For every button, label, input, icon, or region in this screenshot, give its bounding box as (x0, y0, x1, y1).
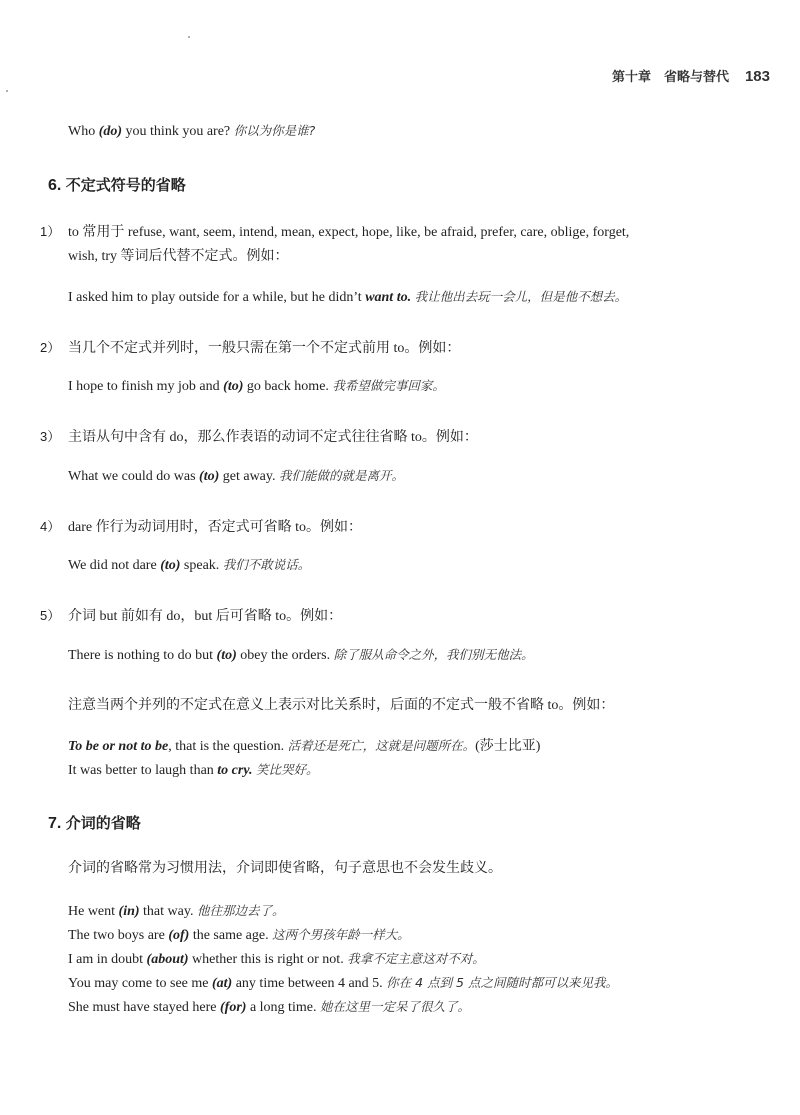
rule-item-1: 1） to 常用于 refuse, want, seem, intend, mean, expect, hope, like, be afraid, prefer, care, oblige, forget, (40, 224, 630, 240)
note-paragraph: 注意当两个并列的不定式在意义上表示对比关系时，后面的不定式一般不省略 to。例如： (68, 698, 615, 713)
rule-item-3: 3） 主语从句中含有 do，那么作表语的动词不定式往往省略 to。例如： (40, 429, 478, 445)
rule-item-2: 2） 当几个不定式并列时，一般只需在第一个不定式前用 to。例如： (40, 340, 461, 356)
page-number: 183 (744, 68, 770, 85)
scan-speck (188, 36, 190, 38)
rule-item-5: 5） 介词 but 前如有 do，but 后可省略 to。例如： (40, 608, 343, 624)
example-4: We did not dare (to) speak. 我们不敢说话。 (68, 557, 311, 573)
running-header (612, 66, 770, 85)
note-example-1: To be or not to be, that is the question. 活着还是死亡，这就是问题所在。(莎士比亚) (68, 738, 541, 754)
chapter-title: 第十章 省略与替代 (611, 69, 729, 84)
prep-example-3: I am in doubt (about) whether this is right or not. 我拿不定主意这对不对。 (68, 951, 485, 967)
section-7-intro: 介词的省略常为习惯用法，介词即使省略，句子意思也不会发生歧义。 (68, 861, 502, 876)
example-1: I asked him to play outside for a while, but he didn’t want to. 我让他出去玩一会儿，但是他不想去。 (68, 289, 628, 305)
prep-example-5: She must have stayed here (for) a long time. 她在这里一定呆了很久了。 (68, 999, 470, 1015)
prep-example-2: The two boys are (of) the same age. 这两个男孩年龄一样大。 (68, 927, 410, 943)
example-3: What we could do was (to) get away. 我们能做的就是离开。 (68, 468, 404, 484)
top-example: Who (do) you think you are? 你以为你是谁? (68, 123, 316, 139)
rule-item-1-cont: wish, try 等词后代替不定式。例如： (68, 249, 289, 264)
example-5: There is nothing to do but (to) obey the orders. 除了服从命令之外，我们别无他法。 (68, 647, 534, 663)
note-example-2: It was better to laugh than to cry. 笑比哭好。 (68, 762, 319, 778)
section-6-heading: 6. 不定式符号的省略 (48, 176, 186, 194)
rule-item-4: 4） dare 作行为动词用时，否定式可省略 to。例如： (40, 519, 362, 535)
prep-example-4: You may come to see me (at) any time between 4 and 5. 你在 4 点到 5 点之间随时都可以来见我。 (68, 975, 618, 991)
example-2: I hope to finish my job and (to) go back home. 我希望做完事回家。 (68, 378, 445, 394)
section-7-heading: 7. 介词的省略 (48, 814, 141, 832)
scan-speck (6, 90, 8, 92)
prep-example-1: He went (in) that way. 他往那边去了。 (68, 903, 285, 919)
